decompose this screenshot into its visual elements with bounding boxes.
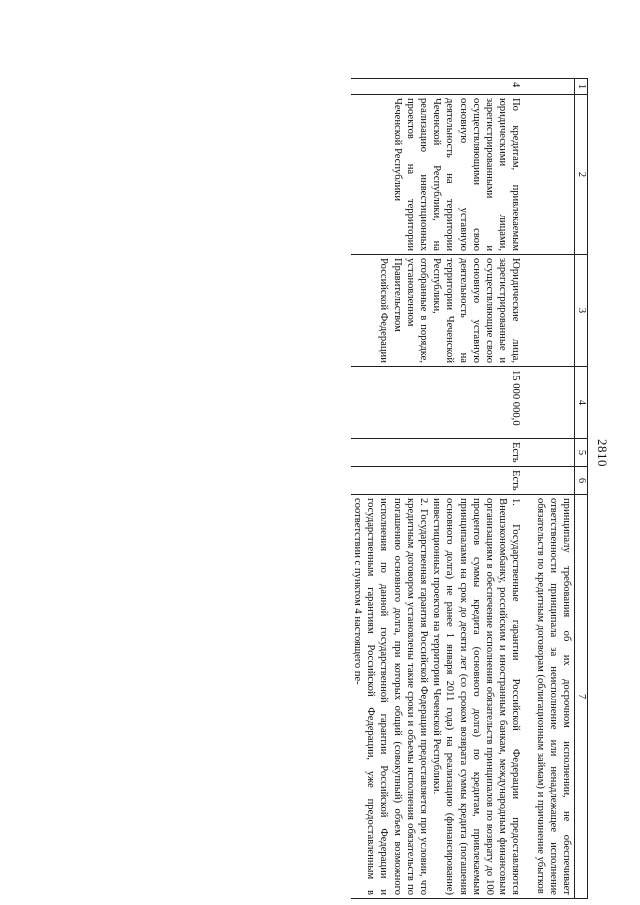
cell-empty [533, 367, 574, 439]
column-header-7: 7 [575, 495, 588, 899]
table-row [351, 79, 534, 899]
column-header-5: 5 [575, 439, 588, 467]
table-row-continuation [533, 79, 574, 899]
column-header-3: 3 [575, 255, 588, 367]
row-number: 4 [351, 79, 534, 95]
column-header-1: 1 [575, 79, 588, 95]
cell-empty [533, 255, 574, 367]
principals-text: Юридические лица, зарегистрированные и осуществляющие свою основную уставную деятельность на территории Чеченской Республики, отобранные в порядке, установленном Правительством Российской Федерации [351, 255, 534, 367]
column-header-2: 2 [575, 95, 588, 255]
column-header-6: 6 [575, 467, 588, 495]
table-header-row [575, 79, 588, 899]
cell-empty [533, 467, 574, 495]
guarantees-table [351, 78, 588, 899]
col6-value: Есть [351, 467, 534, 495]
continuation-conditions-text: принципалу требования об их досрочном исполнении, не обеспечивает ответственности принципала за неисполнение или ненадлежащее исполнение обязательств по кредитным договорам (облигационным займам) и причинение убытков [533, 495, 574, 899]
cell-empty [533, 95, 574, 255]
condition-paragraph-2: 2. Государственная гарантия Российской Федерации предоставляется при условии, что кредитным договором установлены такие сроки и объемы исполнения обязательств по погашению основного долга, при которых общий (совокупный) объем возможного исполнения по данной государственной гарантии Российской Федерации и государственным гарантиям Российской Федерации, уже предоставленным в соответствии с пунктом 4 настоящего пе- [351, 498, 429, 895]
condition-paragraph-1: 1. Государственные гарантии Российской Федерации предоставляются Внешэкономбанку, российским и иностранным банкам, международным финансовым организациям в обеспечение исполнения обязательств принципалов по возврату до 100 процентов суммы кредита (основного долга) по кредитам, привлекаемым принципалами на срок до десяти лет (со сроком возврата суммы кредита (погашения основного долга) не ранее 1 января 2011 года) на реализацию (финансирование) инвестиционных проектов на территории Чеченской Республики. [431, 498, 522, 895]
column-header-4: 4 [575, 367, 588, 439]
cell-empty [533, 439, 574, 467]
conditions-cell [351, 495, 534, 899]
credit-purpose-text: По кредитам, привлекаемым юридическими лицами, зарегистрированными и осуществляющими свою основную уставную деятельность на территории Чеченской Республики, на реализацию инвестиционных проектов на территории Чеченской Республики [351, 95, 534, 255]
guarantee-amount: 15 000 000,0 [351, 367, 534, 439]
page-number: 2810 [595, 439, 610, 467]
col5-value: Есть [351, 439, 534, 467]
cell-empty [533, 79, 574, 95]
